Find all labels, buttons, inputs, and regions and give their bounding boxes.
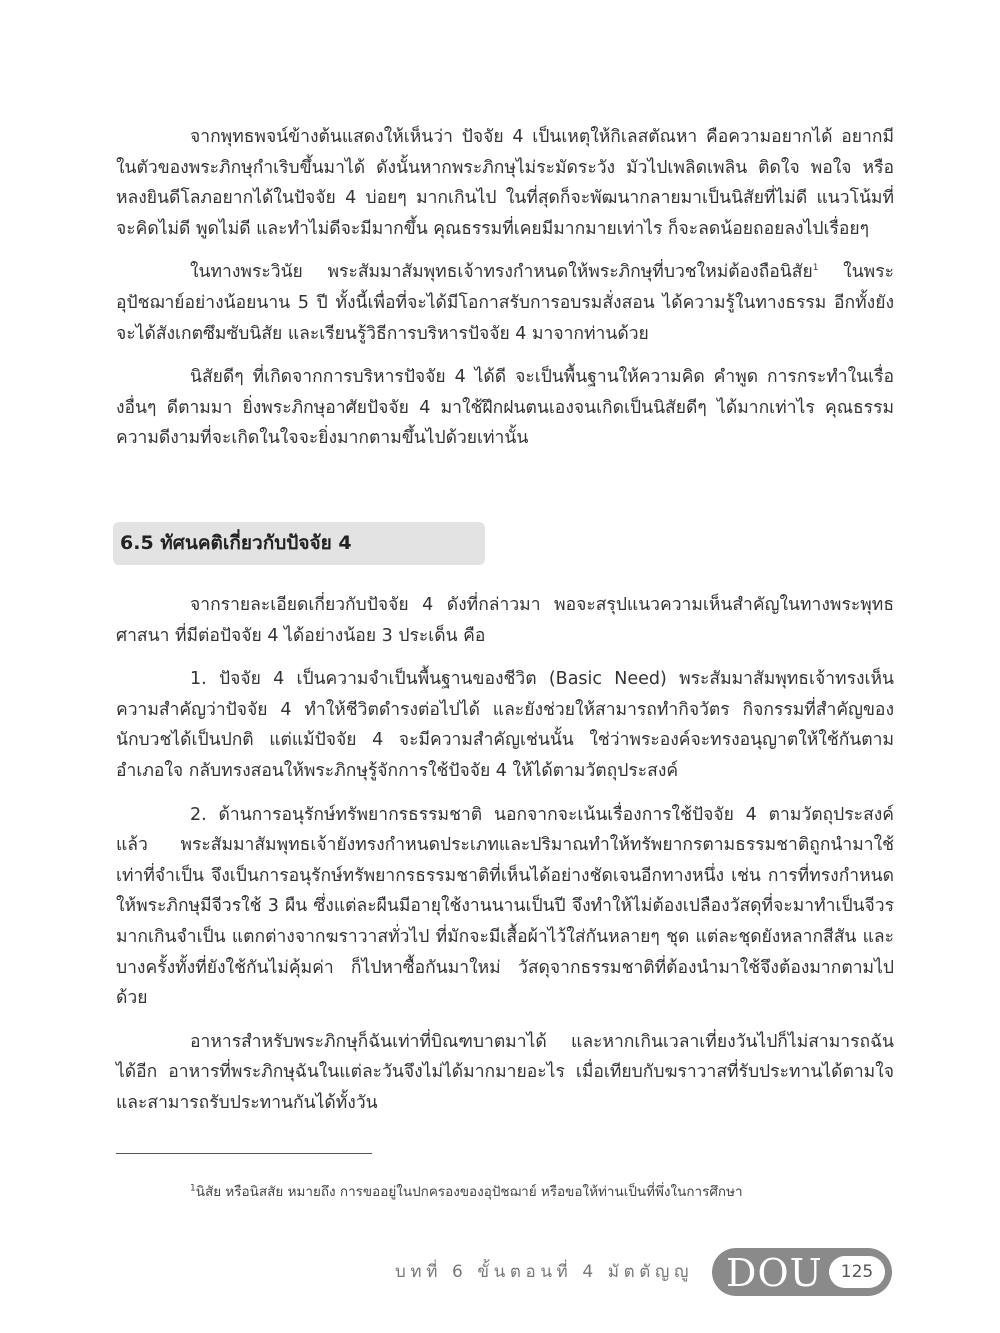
section-heading: 6.5 ทัศนคติเกี่ยวกับปัจจัย 4 [113, 522, 485, 565]
dou-logo: DOU [726, 1251, 823, 1295]
paragraph-with-footnote [116, 257, 894, 349]
paragraph: จากพุทธพจน์ข้างต้นแสดงให้เห็นว่า ปัจจัย 4 เป็นเหตุให้กิเลสตัณหา คือความอยากได้ อยากมีในตัวของพระภิกษุกำเริบขึ้นมาได้ ดังนั้นหากพระภิกษุไม่ระมัดระวัง มัวไปเพลิดเพลิน ติดใจ พอใจ หรือหลงยินดีโลภอยากได้ในปัจจัย 4 บ่อยๆ มากเกินไป ในที่สุดก็จะพัฒนากลายมาเป็นนิสัยที่ไม่ดี แนวโน้มที่จะคิดไม่ดี พูดไม่ดี และทำไม่ดีจะมีมากขึ้น คุณธรรมที่เคยมีมากมายเท่าไร ก็จะลดน้อยถอยลงไปเรื่อยๆ [116, 127, 894, 239]
paragraph-text: ในพระอุปัชฌาย์อย่างน้อยนาน 5 ปี ทั้งนี้เพื่อที่จะได้มีโอกาสรับการอบรมสั่งสอน ได้ความรู้ในทางธรรม อีกทั้งยังจะได้สังเกตซึมซับนิสัย และเรียนรู้วิธีการบริหารปัจจัย 4 มาจากท่านด้วย [116, 262, 894, 344]
paragraph: จากรายละเอียดเกี่ยวกับปัจจัย 4 ดังที่กล่าวมา พอจะสรุปแนวความเห็นสำคัญในทางพระพุทธศาสนา ที่มีต่อปัจจัย 4 ได้อย่างน้อย 3 ประเด็น คือ [116, 595, 894, 646]
page-number: 125 [829, 1256, 885, 1288]
footer-chapter-title: บทที่ 6 ขั้นตอนที่ 4 มัตตัญญู [395, 1262, 694, 1282]
footnote-text: นิสัย หรือนิสสัย หมายถึง การขออยู่ในปกครองของอุปัชฌาย์ หรือขอให้ท่านเป็นที่พึ่งในการศึกษา [195, 1184, 743, 1200]
footnote-divider [116, 1153, 372, 1154]
paragraph: อาหารสำหรับพระภิกษุก็ฉันเท่าที่บิณฑบาตมาได้ และหากเกินเวลาเที่ยงวันไปก็ไม่สามารถฉันได้อีก อาหารที่พระภิกษุฉันในแต่ละวันจึงไม่ได้มากมายอะไร เมื่อเทียบกับฆราวาสที่รับประทานได้ตามใจ และสามารถรับประทานกันได้ทั้งวัน [116, 1031, 894, 1113]
footnote-reference[interactable]: 1 [812, 263, 819, 274]
paragraph-text: ในทางพระวินัย พระสัมมาสัมพุทธเจ้าทรงกำหนดให้พระภิกษุที่บวชใหม่ต้องถือนิสัย [190, 262, 813, 283]
list-item-1: 1. ปัจจัย 4 เป็นความจำเป็นพื้นฐานของชีวิต (Basic Need) พระสัมมาสัมพุทธเจ้าทรงเห็นความสำคัญว่าปัจจัย 4 ทำให้ชีวิตดำรงต่อไปได้ และยังช่วยให้สามารถทำกิจวัตร กิจกรรมที่สำคัญของนักบวชได้เป็นปกติ แต่แม้ปัจจัย 4 จะมีความสำคัญเช่นนั้น ใช่ว่าพระองค์จะทรงอนุญาตให้ใช้กันตามอำเภอใจ กลับทรงสอนให้พระภิกษุรู้จักการใช้ปัจจัย 4 ให้ได้ตามวัตถุประสงค์ [116, 669, 894, 781]
footnote-number: 1 [190, 1183, 196, 1194]
list-item-2: 2. ด้านการอนุรักษ์ทรัพยากรธรรมชาติ นอกจากจะเน้นเรื่องการใช้ปัจจัย 4 ตามวัตถุประสงค์แล้ว พระสัมมาสัมพุทธเจ้ายังทรงกำหนดประเภทและปริมาณทำให้ทรัพยากรตามธรรมชาติถูกนำมาใช้เท่าที่จำเป็น จึงเป็นการอนุรักษ์ทรัพยากรธรรมชาติที่เห็นได้อย่างชัดเจนอีกทางหนึ่ง เช่น การที่ทรงกำหนดให้พระภิกษุมีจีวรใช้ 3 ผืน ซึ่งแต่ละผืนมีอายุใช้งานนานเป็นปี จึงทำให้ไม่ต้องเปลืองวัสดุที่จะมาทำเป็นจีวรมากเกินจำเป็น แตกต่างจากฆราวาสทั่วไป ที่มักจะมีเสื้อผ้าไว้ใส่กันหลายๆ ชุด แต่ละชุดยังหลากสีสัน และบางครั้งทั้งที่ยังใช้กันไม่คุ้มค่า ก็ไปหาซื้อกันมาใหม่ วัสดุจากธรรมชาติที่ต้องนำมาใช้จึงต้องมากตามไปด้วย [116, 804, 894, 1009]
paragraph: นิสัยดีๆ ที่เกิดจากการบริหารปัจจัย 4 ได้ดี จะเป็นพื้นฐานให้ความคิด คำพูด การกระทำในเรื่องอื่นๆ ดีตามมา ยิ่งพระภิกษุอาศัยปัจจัย 4 มาใช้ฝึกฝนตนเองจนเกิดเป็นนิสัยดีๆ ได้มากเท่าไร คุณธรรมความดีงามที่จะเกิดในใจจะยิ่งมากตามขึ้นไปด้วยเท่านั้น [116, 367, 894, 449]
body-text-top [116, 122, 894, 467]
body-text-bottom [116, 590, 894, 1132]
footnote [190, 1182, 890, 1202]
footer-badge [712, 1248, 892, 1296]
